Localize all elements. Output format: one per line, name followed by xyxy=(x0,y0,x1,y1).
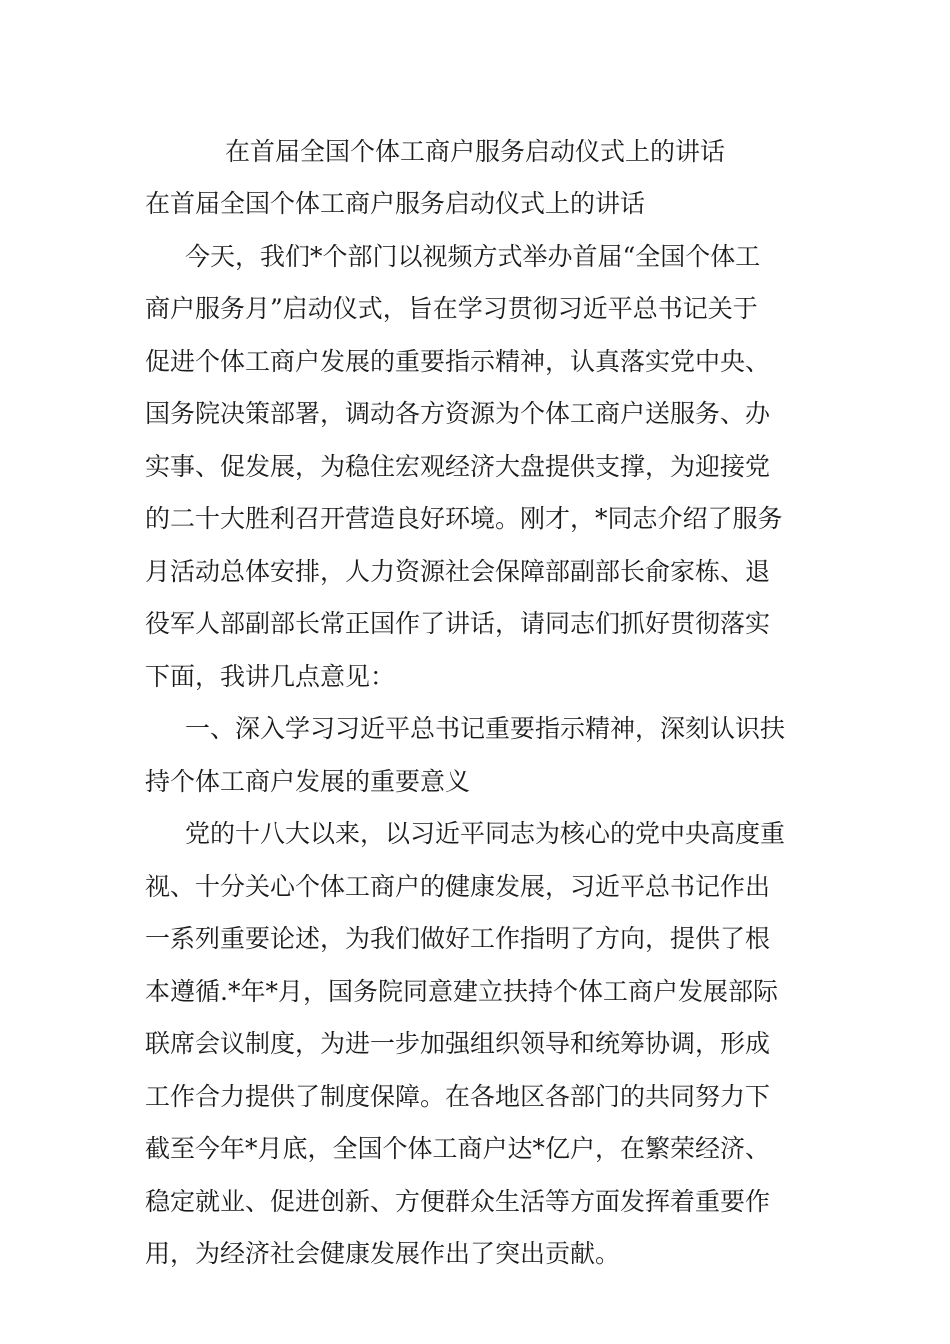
paragraph-line: 稳定就业、促进创新、方便群众生活等方面发挥着重要作 xyxy=(145,1186,771,1216)
paragraph-line: 一系列重要论述，为我们做好工作指明了方向，提供了根 xyxy=(145,924,771,953)
paragraph-line: 视、十分关心个体工商户的健康发展，习近平总书记作出 xyxy=(145,871,771,901)
paragraph-line: 联席会议制度，为进一步加强组织领导和统筹协调，形成 xyxy=(145,1029,771,1058)
document-body xyxy=(145,184,810,1287)
paragraph-line: 党的十八大以来，以习近平同志为核心的党中央高度重 xyxy=(185,819,786,848)
paragraph-line: 截至今年*月底，全国个体工商户达*亿户，在繁荣经济、 xyxy=(145,1134,771,1163)
section-heading-line: 持个体工商户发展的重要意义 xyxy=(145,766,471,796)
paragraph-line: 实事、促发展，为稳住宏观经济大盘提供支撑，为迎接党 xyxy=(145,451,771,481)
document-title: 在首届全国个体工商户服务启动仪式上的讲话 xyxy=(224,137,725,166)
subtitle-line: 在首届全国个体工商户服务启动仪式上的讲话 xyxy=(145,189,646,218)
paragraph-line: 月活动总体安排，人力资源社会保障部副部长俞家栋、退 xyxy=(145,556,771,586)
paragraph-line: 役军人部副部长常正国作了讲话，请同志们抓好贯彻落实 xyxy=(145,609,771,638)
paragraph-line: 促进个体工商户发展的重要指示精神，认真落实党中央、 xyxy=(145,346,771,376)
paragraph-line: 下面，我讲几点意见： xyxy=(145,661,396,691)
paragraph-line: 的二十大胜利召开营造良好环境。刚才，*同志介绍了服务 xyxy=(145,504,783,533)
paragraph-line: 本遵循.*年*月，国务院同意建立扶持个体工商户发展部际 xyxy=(145,976,778,1006)
paragraph-line: 工作合力提供了制度保障。在各地区各部门的共同努力下 xyxy=(145,1081,771,1111)
paragraph-line: 商户服务月”启动仪式，旨在学习贯彻习近平总书记关于 xyxy=(145,294,758,323)
paragraph-line: 国务院决策部署，调动各方资源为个体工商户送服务、办 xyxy=(145,399,771,428)
paragraph-line: 今天，我们*个部门以视频方式举办首届“全国个体工 xyxy=(185,241,761,271)
section-heading-line: 一、深入学习习近平总书记重要指示精神，深刻认识扶 xyxy=(185,714,786,743)
paragraph-line: 用，为经济社会健康发展作出了突出贡献。 xyxy=(145,1239,621,1268)
